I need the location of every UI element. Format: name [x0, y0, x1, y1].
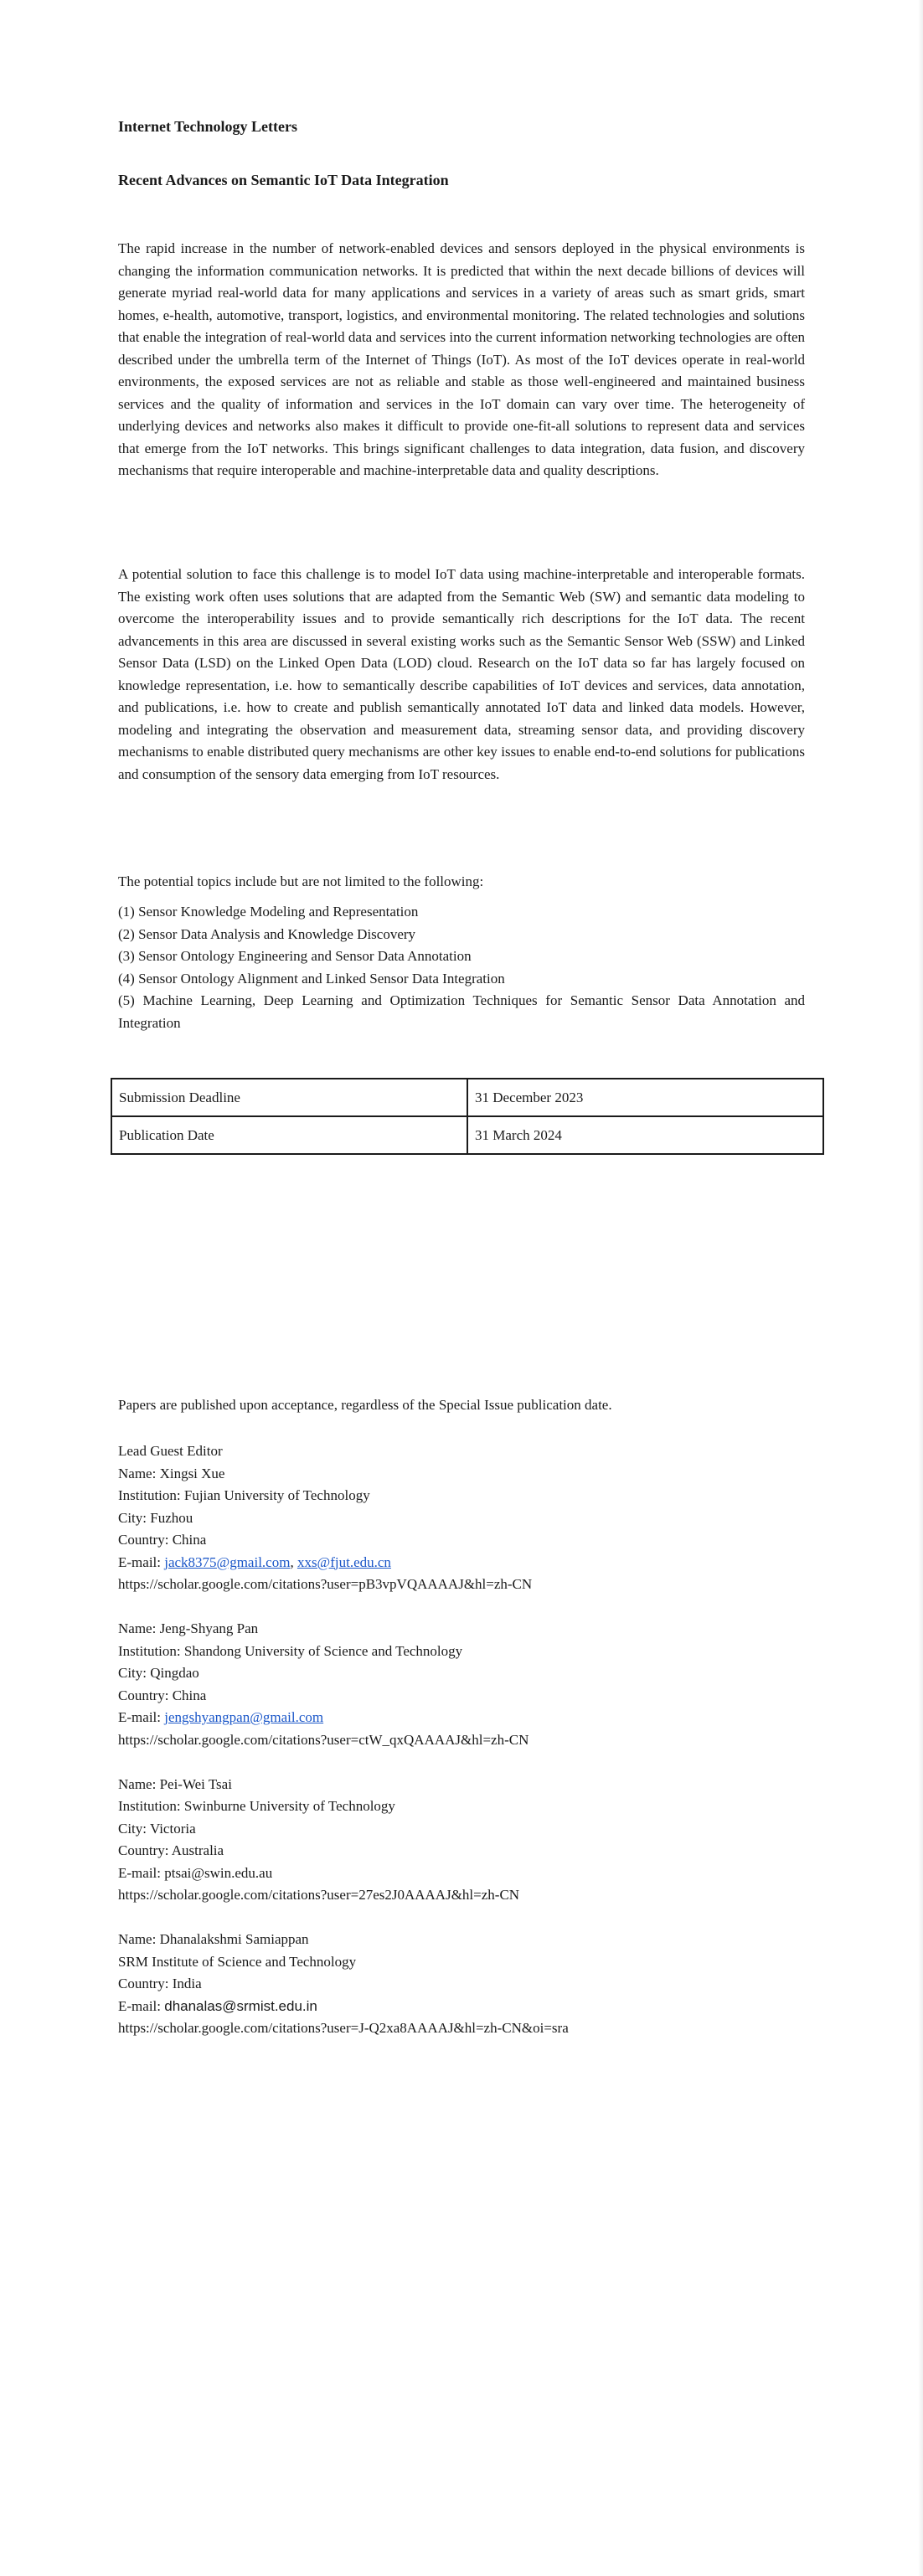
editor-scholar-url: https://scholar.google.com/citations?user=J-Q2xa8AAAAJ&hl=zh-CN&oi=sra — [118, 2020, 569, 2036]
editor-email-line — [118, 1996, 569, 2018]
topic-item: (3) Sensor Ontology Engineering and Sensor Data Annotation — [118, 948, 472, 964]
editor-email-line — [118, 1552, 569, 1574]
email-separator: , — [290, 1553, 297, 1570]
table-row — [111, 1116, 823, 1154]
page-edge-shadow — [918, 0, 923, 2576]
spacer — [118, 1907, 569, 1929]
editor-institution: SRM Institute of Science and Technology — [118, 1953, 357, 1970]
editor-scholar-url: https://scholar.google.com/citations?user=27es2J0AAAAJ&hl=zh-CN — [118, 1887, 520, 1903]
editor-email-line — [118, 1707, 569, 1729]
editor-name: Name: Jeng-Shyang Pan — [118, 1620, 259, 1636]
editor-institution: Institution: Shandong University of Science and Technology — [118, 1642, 463, 1659]
editor-institution: Institution: Fujian University of Technology — [118, 1487, 370, 1503]
editor-name: Name: Dhanalakshmi Samiappan — [118, 1931, 309, 1947]
email-address: dhanalas@srmist.edu.in — [164, 1997, 317, 2014]
email-label: E-mail: — [118, 1709, 165, 1725]
email-label: E-mail: — [118, 1997, 165, 2014]
publication-date-label: Publication Date — [111, 1116, 467, 1154]
topics-list — [118, 901, 805, 1034]
editor-country: Country: Australia — [118, 1842, 224, 1858]
special-issue-title: Recent Advances on Semantic IoT Data Integration — [118, 172, 449, 188]
editor-country: Country: China — [118, 1532, 207, 1548]
spacer — [118, 1751, 569, 1774]
topic-item: (2) Sensor Data Analysis and Knowledge Discovery — [118, 925, 416, 942]
dates-table — [111, 1078, 824, 1155]
email-link[interactable]: jengshyangpan@gmail.com — [164, 1709, 324, 1725]
spacer — [118, 1596, 569, 1619]
editor-name: Name: Pei-Wei Tsai — [118, 1775, 232, 1792]
intro-paragraph-1: The rapid increase in the number of network-enabled devices and sensors deployed in the physical environments is changing the information communication networks. It is predicted that within the next decade billions of devices will generate myriad real-world data for many applications and services in a variety of areas such as smart grids, smart homes, e-health, automotive, transport, logistics, and environmental monitoring. The related technologies and solutions that enable the integration of real-world data and services into the current information networking technologies are often described under the umbrella term of the Internet of Things (IoT). As most of the IoT devices operate in real-world environments, the exposed services are not as reliable and stable as those well-engineered and maintained business services and the quality of information and services in the IoT domain can vary over time. The heterogeneity of underlying devices and networks also makes it difficult to provide one-fit-all solutions to represent data and services that emerge from the IoT networks. This brings significant challenges to data integration, data fusion, and discovery mechanisms that require interoperable and machine-interpretable data and quality descriptions. — [118, 240, 805, 478]
editor-country: Country: India — [118, 1976, 202, 1991]
publication-date-value: 31 March 2024 — [467, 1116, 823, 1154]
editor-scholar-url: https://scholar.google.com/citations?user=ctW_qxQAAAAJ&hl=zh-CN — [118, 1731, 529, 1748]
editor-email: E-mail: ptsai@swin.edu.au — [118, 1864, 273, 1881]
publication-note: Papers are published upon acceptance, regardless of the Special Issue publication date. — [118, 1397, 612, 1413]
editor-name: Name: Xingsi Xue — [118, 1465, 225, 1481]
topics-intro: The potential topics include but are not limited to the following: — [118, 873, 484, 889]
editor-city: City: Fuzhou — [118, 1509, 193, 1526]
email-link[interactable]: jack8375@gmail.com — [164, 1553, 291, 1570]
topic-item: (4) Sensor Ontology Alignment and Linked Sensor Data Integration — [118, 970, 505, 987]
editor-scholar-url: https://scholar.google.com/citations?user=pB3vpVQAAAAJ&hl=zh-CN — [118, 1576, 533, 1592]
topic-item: (1) Sensor Knowledge Modeling and Representation — [118, 904, 419, 920]
editor-city: City: Qingdao — [118, 1665, 199, 1681]
lead-editor-heading: Lead Guest Editor — [118, 1443, 223, 1459]
submission-deadline-label: Submission Deadline — [111, 1079, 467, 1116]
table-row — [111, 1079, 823, 1116]
email-label: E-mail: — [118, 1553, 165, 1570]
topic-item: (5) Machine Learning, Deep Learning and Optimization Techniques for Semantic Sensor Data Annotation and Integration — [118, 992, 805, 1031]
editor-country: Country: China — [118, 1687, 207, 1703]
email-link[interactable]: xxs@fjut.edu.cn — [296, 1553, 391, 1570]
editor-institution: Institution: Swinburne University of Technology — [118, 1798, 395, 1814]
journal-name: Internet Technology Letters — [118, 118, 297, 135]
submission-deadline-value: 31 December 2023 — [467, 1079, 823, 1116]
intro-paragraph-2: A potential solution to face this challenge is to model IoT data using machine-interpretable and interoperable formats. The existing work often uses solutions that are adapted from the Semantic Web (SW) and semantic data modeling to overcome the interoperability issues and to provide semantically rich descriptions for the IoT data. The recent advancements in this area are discussed in several existing works such as the Semantic Sensor Web (SSW) and Linked Sensor Data (LSD) on the Linked Open Data (LOD) cloud. Research on the IoT data so far has largely focused on knowledge representation, i.e. how to semantically describe capabilities of IoT devices and services, data annotation, and publications, i.e. how to create and publish semantically annotated IoT data and linked data models. However, modeling and integrating the observation and measurement data, streaming sensor data, and providing discovery mechanisms to enable distributed query mechanisms are other key issues to enable end-to-end solutions for publications and consumption of the sensory data emerging from IoT resources. — [118, 566, 805, 782]
editor-city: City: Victoria — [118, 1820, 196, 1837]
guest-editors — [118, 1440, 569, 2040]
